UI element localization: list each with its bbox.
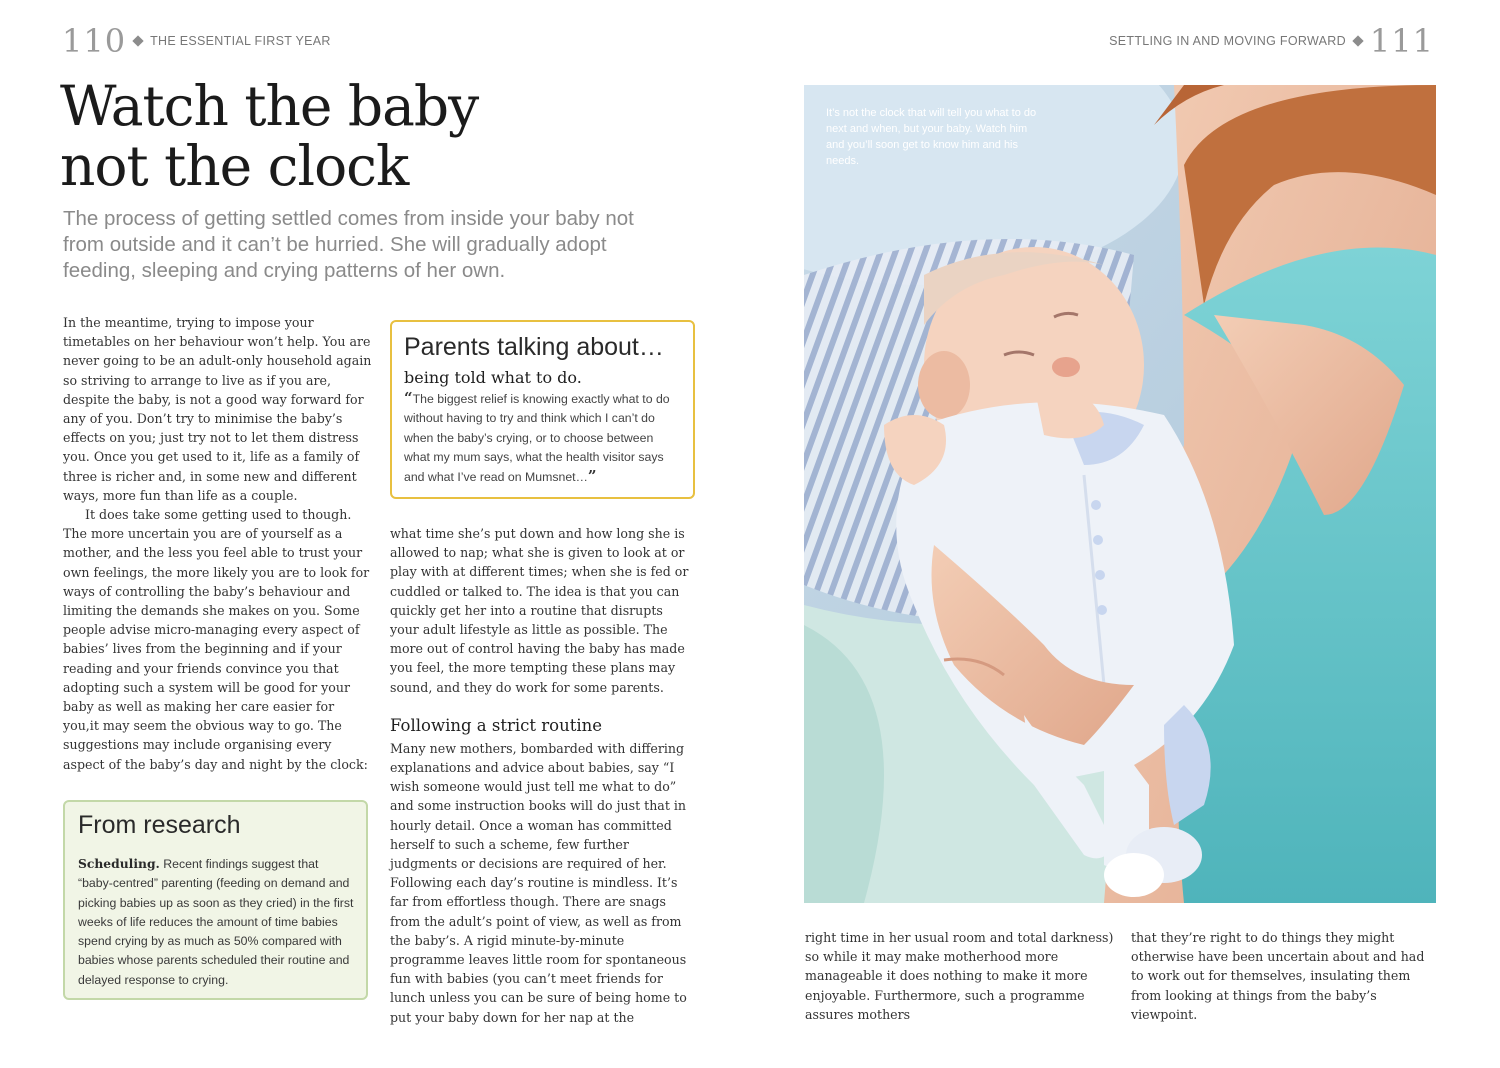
body-column-3: [805, 928, 1117, 1024]
body-paragraph: right time in her usual room and total darkness) so while it may make motherhood more manageable it does nothing to make it more enjoyable. Furthermore, such a programme assures mothers: [805, 930, 1114, 1022]
left-folio: [62, 22, 331, 60]
research-text: [78, 854, 354, 990]
right-running-head: SETTLING IN AND MOVING FORWARD: [1109, 34, 1346, 48]
research-box-title: From research: [78, 811, 241, 839]
parents-talking-box: [390, 320, 695, 499]
mother-and-baby-photo: [804, 85, 1436, 903]
section-subheading: Following a strict routine: [390, 715, 603, 735]
body-column-4: [1131, 928, 1437, 1024]
parents-quote-text: The biggest relief is knowing exactly what to do without having to try and think which I can’t do when the baby’s crying, or to choose between what my mum says, what the health visitor says and what I’ve read on Mumsnet…: [404, 392, 670, 485]
body-paragraph: Many new mothers, bombarded with differing explanations and advice about babies, say “I wish someone would just tell me what to do” and some instruction books will do just that in hourly detail. Once a woman has committed herself to such a scheme, few further judgments or decisions are required of her. Following each day’s routine is mindless. It’s far from effortless though. There are snags from the adult’s point of view, as well as from the baby’s. A rigid minute-by-minute programme leaves little room for spontaneous fun with babies (you can’t meet friends for lunch unless you can be sure of being home to put your baby down for her nap at the: [390, 740, 687, 1025]
parents-quote: [404, 389, 681, 487]
photo-caption: It’s not the clock that will tell you what to do next and when, but your baby. Watch him and you’ll soon get to know him and his needs.: [826, 107, 1037, 167]
right-page-number: 111: [1369, 22, 1434, 60]
article-title-line2: not the clock: [60, 134, 409, 198]
photo-illustration: [804, 85, 1436, 903]
left-running-head: THE ESSENTIAL FIRST YEAR: [150, 34, 331, 48]
diamond-bullet-icon: [132, 35, 143, 46]
body-paragraph: It does take some getting used to though. The more uncertain you are of yourself as a mother, and the less you feel able to trust your own feelings, the more likely you are to look for ways of controlling the baby’s behaviour and limiting the demands she makes on you. Some people advise micro-managing every aspect of babies’ lives from the beginning and if your reading and your friends convince you that adopting such a system will be good for your baby as well as making her care easier for you,it may seem the obvious way to go. The suggestions may include organising every aspect of the baby’s day and night by the clock:: [63, 507, 370, 772]
parents-box-subtitle: being told what to do.: [404, 368, 582, 387]
article-title-line1: Watch the baby: [60, 74, 479, 138]
close-quote-icon: ”: [587, 467, 597, 486]
body-column-2: [390, 524, 690, 1027]
right-folio: [1109, 22, 1434, 60]
article-title: [60, 76, 620, 196]
body-paragraph: what time she’s put down and how long she is allowed to nap; what she is given to look at or play with at different times; when she is fed or cuddled or talked to. The idea is that you can quickly get her into a routine that disrupts your adult lifestyle as little as possible. The more out of control having the baby has made you feel, the more tempting these plans may sound, and they do work for some parents.: [390, 526, 689, 695]
body-column-1: [63, 313, 373, 774]
body-paragraph: In the meantime, trying to impose your timetables on her behaviour won’t help. You are never going to be an adult-only household again so striving to arrange to live as if you are, despite the baby, is not a good way forward for any of you. Don’t try to minimise the baby’s effects on you; just try not to let them distress you. Once you get used to it, life as a family of three is richer and, in some new and different ways, more fun than life as a couple.: [63, 315, 372, 503]
body-paragraph: that they’re right to do things they might otherwise have been uncertain about and had to work out for themselves, insulating them from looking at things from the baby’s viewpoint.: [1131, 930, 1425, 1022]
left-page-number: 110: [62, 22, 127, 60]
from-research-box: [63, 800, 368, 1000]
research-lead: Scheduling.: [78, 856, 160, 871]
research-body: Recent findings suggest that “baby-centred” parenting (feeding on demand and picking babies up as soon as they cried) in the first weeks of life reduces the amount of time babies spend crying by as much as 50% compared with babies whose parents scheduled their routine and delayed response to crying.: [78, 857, 354, 987]
standfirst: The process of getting settled comes from inside your baby not from outside and it can’t be hurried. She will gradually adopt feeding, sleeping and crying patterns of her own.: [63, 207, 634, 282]
open-quote-icon: “: [404, 389, 413, 407]
parents-box-title: Parents talking about…: [404, 333, 664, 361]
diamond-bullet-icon: [1352, 35, 1363, 46]
